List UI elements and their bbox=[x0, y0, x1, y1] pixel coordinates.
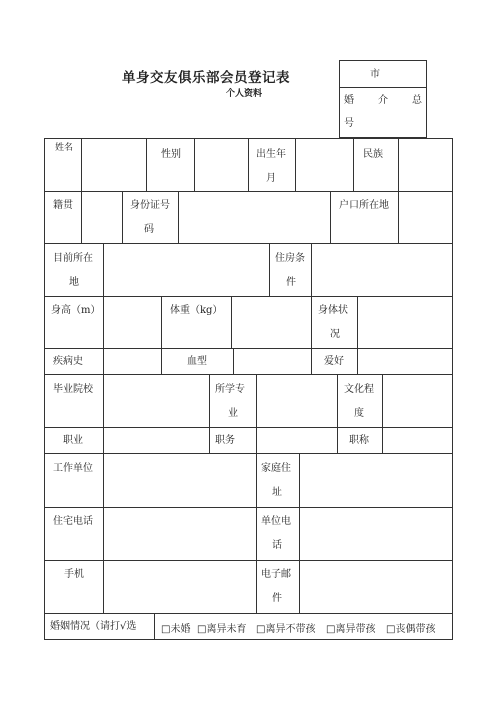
height-field[interactable] bbox=[103, 296, 162, 349]
hukou-label: 户口所在地 bbox=[339, 200, 389, 211]
email-label-2: 件 bbox=[272, 593, 282, 604]
birth-label-1: 出生年 bbox=[256, 149, 286, 160]
home-address-label-1: 家庭住 bbox=[261, 463, 291, 474]
birth-label-2: 月 bbox=[266, 173, 276, 184]
unit-phone-label-1: 单位电 bbox=[261, 516, 291, 527]
agency-label-2: 介 bbox=[378, 95, 388, 106]
work-unit-label-cell bbox=[44, 453, 104, 508]
school-label-cell bbox=[44, 374, 104, 428]
school-label: 毕业院校 bbox=[53, 384, 93, 395]
agency-label-1: 婚 bbox=[344, 95, 354, 106]
body-condition-label-2: 况 bbox=[330, 329, 340, 340]
gender-label-cell bbox=[146, 138, 195, 192]
id-number-field[interactable] bbox=[178, 191, 331, 244]
title-rank-label-cell bbox=[337, 427, 383, 454]
weight-field[interactable] bbox=[231, 296, 312, 349]
hobby-label: 爱好 bbox=[324, 356, 344, 367]
height-label-cell bbox=[44, 296, 104, 349]
ethnicity-label-cell bbox=[353, 138, 399, 192]
housing-label-2: 件 bbox=[286, 277, 296, 288]
agency-label-4: 号 bbox=[344, 118, 354, 129]
major-label-2: 业 bbox=[228, 408, 238, 419]
education-field[interactable] bbox=[382, 374, 453, 428]
blood-label: 血型 bbox=[187, 356, 207, 367]
name-label-cell bbox=[44, 138, 82, 192]
weight-label-cell bbox=[161, 296, 232, 349]
current-location-label-2: 地 bbox=[69, 277, 79, 288]
body-condition-label-1: 身体状 bbox=[318, 305, 348, 316]
hukou-label-cell bbox=[330, 191, 399, 244]
gender-field[interactable] bbox=[194, 138, 249, 192]
position-field[interactable] bbox=[256, 427, 338, 454]
height-label: 身高（m） bbox=[51, 305, 101, 316]
school-field[interactable] bbox=[103, 374, 210, 428]
marital-option-divorced-child-not-with[interactable]: □离异不带孩 bbox=[256, 624, 316, 635]
gender-label: 性别 bbox=[161, 149, 181, 160]
birth-label-cell bbox=[248, 138, 296, 192]
disease-label: 疾病史 bbox=[53, 356, 83, 367]
body-condition-field[interactable] bbox=[357, 296, 453, 349]
disease-label-cell bbox=[44, 348, 104, 375]
major-label-cell bbox=[209, 374, 257, 428]
major-label-1: 所学专 bbox=[215, 384, 245, 395]
form-title: 单身交友俱乐部会员登记表 bbox=[122, 70, 290, 86]
current-location-field[interactable] bbox=[103, 243, 270, 297]
native-place-label-cell bbox=[44, 191, 82, 244]
birth-field[interactable] bbox=[295, 138, 354, 192]
home-phone-label-cell bbox=[44, 507, 104, 561]
mobile-field[interactable] bbox=[103, 560, 257, 614]
weight-label: 体重（kg） bbox=[170, 305, 223, 316]
home-address-label-cell bbox=[256, 453, 300, 508]
unit-phone-label-2: 话 bbox=[272, 540, 282, 551]
occupation-field[interactable] bbox=[103, 427, 210, 454]
marital-option-widowed-with-child[interactable]: □丧偶带孩 bbox=[386, 624, 436, 635]
blood-label-cell bbox=[161, 348, 234, 375]
mobile-label: 手机 bbox=[64, 569, 84, 580]
name-field[interactable] bbox=[81, 138, 147, 192]
position-label: 职务 bbox=[215, 435, 235, 446]
blood-field[interactable] bbox=[233, 348, 312, 375]
email-label-1: 电子邮 bbox=[261, 569, 291, 580]
home-phone-label: 住宅电话 bbox=[53, 516, 93, 527]
email-field[interactable] bbox=[299, 560, 453, 614]
id-label-2: 码 bbox=[144, 224, 154, 235]
title-rank-label: 职称 bbox=[349, 435, 369, 446]
marital-label: 婚姻情况（请打√选 bbox=[50, 621, 137, 632]
marital-option-unmarried[interactable]: □未婚 bbox=[161, 624, 191, 635]
work-unit-label: 工作单位 bbox=[53, 463, 93, 474]
agency-number-box bbox=[339, 60, 427, 138]
marital-option-divorced-no-child[interactable]: □离异未育 bbox=[197, 624, 247, 635]
title-rank-field[interactable] bbox=[382, 427, 453, 454]
ethnicity-label: 民族 bbox=[363, 149, 383, 160]
agency-label-3: 总 bbox=[412, 95, 422, 106]
hobby-field[interactable] bbox=[357, 348, 453, 375]
marital-option-divorced-with-child[interactable]: □离异带孩 bbox=[326, 624, 376, 635]
body-condition-label-cell bbox=[311, 296, 358, 349]
education-label-1: 文化程 bbox=[344, 384, 374, 395]
mobile-label-cell bbox=[44, 560, 104, 614]
home-address-field[interactable] bbox=[299, 453, 453, 508]
ethnicity-field[interactable] bbox=[398, 138, 453, 192]
work-unit-field[interactable] bbox=[103, 453, 257, 508]
name-label: 姓名 bbox=[55, 143, 74, 153]
agency-city: 市 bbox=[370, 69, 380, 80]
hukou-field[interactable] bbox=[398, 191, 453, 244]
native-place-field[interactable] bbox=[81, 191, 123, 244]
housing-label-1: 住房条 bbox=[275, 253, 305, 264]
id-label-cell bbox=[122, 191, 179, 244]
id-label-1: 身份证号 bbox=[130, 200, 170, 211]
form-subtitle: 个人资料 bbox=[226, 89, 263, 99]
education-label-cell bbox=[337, 374, 383, 428]
occupation-label-cell bbox=[44, 427, 104, 454]
home-address-label-2: 址 bbox=[272, 487, 282, 498]
current-location-label-cell bbox=[44, 243, 104, 297]
housing-label-cell bbox=[269, 243, 312, 297]
occupation-label: 职业 bbox=[63, 435, 83, 446]
unit-phone-field[interactable] bbox=[299, 507, 453, 561]
current-location-label-1: 目前所在 bbox=[53, 253, 93, 264]
position-label-cell bbox=[209, 427, 257, 454]
major-field[interactable] bbox=[256, 374, 338, 428]
native-place-label: 籍贯 bbox=[53, 200, 73, 211]
hobby-label-cell bbox=[311, 348, 358, 375]
disease-field[interactable] bbox=[103, 348, 162, 375]
education-label-2: 度 bbox=[354, 408, 364, 419]
marital-options-cell bbox=[154, 613, 453, 640]
home-phone-field[interactable] bbox=[103, 507, 257, 561]
housing-field[interactable] bbox=[311, 243, 453, 297]
email-label-cell bbox=[256, 560, 300, 614]
marital-label-cell bbox=[44, 613, 155, 640]
unit-phone-label-cell bbox=[256, 507, 300, 561]
